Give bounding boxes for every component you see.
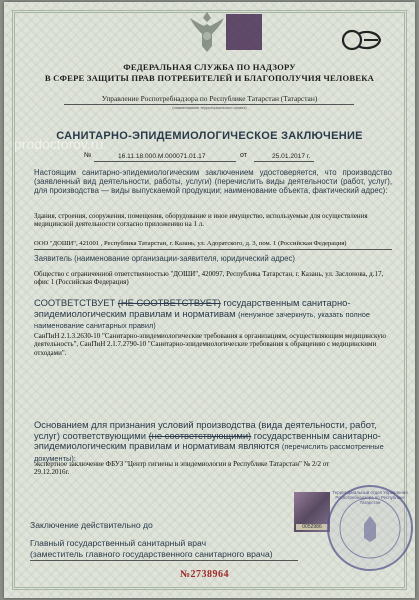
applicant-details: Общество с ограниченной ответственностью "ДОШИ", 420097, Республика Татарстан, г. Казань, ул. Заслонова, д.17, офис 1 (Российская Федерация) (34, 270, 384, 287)
hologram-code: 0052986 (296, 524, 328, 530)
validity-label: Заключение действительно до (30, 520, 153, 530)
divider (94, 161, 236, 162)
stamp-text: Территориальный отдел Управления Роспотребнадзора по Республике Татарстан (332, 490, 408, 505)
date-prefix: от (240, 152, 247, 159)
watermark: prodoctorov.ru (14, 136, 104, 152)
conformity-hint: (ненужное зачеркнуть, указать полное наименование санитарных правил) (34, 309, 371, 330)
department-name: Управление Роспотребнадзора по Республике Татарстан (Татарстан) (101, 94, 318, 103)
conformity-rest: государственным санитарно-эпидемиологическим правилам и нормативам (34, 297, 351, 319)
conforms-word: СООТВЕТСТВУЕТ (34, 297, 116, 308)
intro-paragraph: Настоящим санитарно-эпидемиологическим заключением удостоверяется, что производство (заявленный вид деятельности, работы, услуги) (перечислить виды деятельности (работ, услуг), для производства — виды выпускаемой продукции; наименование объекта, фактический адрес): (34, 168, 392, 196)
basis-rest: государственным санитарно-эпидемиологическим правилам и нормативам являются (34, 429, 381, 451)
divider (30, 560, 298, 561)
signer-title: Главный государственный санитарный врач (30, 538, 207, 548)
certificate-sheet (4, 2, 415, 598)
se-logo-icon (340, 28, 384, 52)
basis-statement (34, 420, 394, 464)
conformity-statement (34, 298, 394, 332)
object-description: Здания, строения, сооружения, помещения, оборудование и иное имущество, используемые для осуществления медицинской деятельности согласно приложению на 1 л. (34, 212, 368, 229)
document-number: 16.11.18.000.М.000071.01.17 (118, 153, 206, 160)
document-title: САНИТАРНО-ЭПИДЕМИОЛОГИЧЕСКОЕ ЗАКЛЮЧЕНИЕ (56, 130, 363, 142)
basis-start: Основанием для признания условий производства (вида деятельности, работ, услуг) соответствующими (34, 419, 377, 441)
department-note: (наименование территориального органа) (172, 106, 247, 110)
hologram-seal-top (226, 14, 262, 50)
not-conforms-struck: (НЕ СООТВЕТСТВУЕТ) (117, 297, 221, 308)
signer-deputy-title: (заместитель главного государственного санитарного врача) (30, 549, 273, 559)
divider (34, 249, 392, 250)
basis-struck: (не соответствующими) (148, 429, 252, 441)
document-date: 25.01.2017 г. (272, 153, 311, 160)
sanitary-rules-list: СанПиН 2.1.3.2630-10 "Санитарно-эпидемиологические требования к организациям, осуществляющим медицинскую деятельность", СанПиН 2.1.7.2790-10 "Санитарно-эпидемиологические требования к обращению с медицинскими отходами". (34, 332, 387, 357)
applicant-label: Заявитель (наименование организации-заявителя, юридический адрес) (34, 254, 295, 263)
object-address: ООО "ДОШИ", 421001 , Республика Татарстан, г. Казань, ул. Адоратского, д. 3, пом. 1 (Российская Федерация) (34, 240, 347, 247)
basis-hint: (перечислить рассмотренные документы): (34, 442, 384, 463)
agency-line-2: В СФЕРЕ ЗАЩИТЫ ПРАВ ПОТРЕБИТЕЛЕЙ И БЛАГОПОЛУЧИЯ ЧЕЛОВЕКА (44, 73, 375, 83)
agency-line-1: ФЕДЕРАЛЬНАЯ СЛУЖБА ПО НАДЗОРУ (123, 62, 296, 72)
serial-number: №2738964 (180, 569, 230, 580)
divider (254, 161, 314, 162)
divider (64, 104, 354, 105)
number-prefix: № (84, 152, 92, 159)
expert-conclusion: экспертное заключение ФБУЗ "Центр гигиены и эпидемиологии в Республике Татарстан" № 2/2 от 29.12.2016г. (34, 460, 330, 477)
